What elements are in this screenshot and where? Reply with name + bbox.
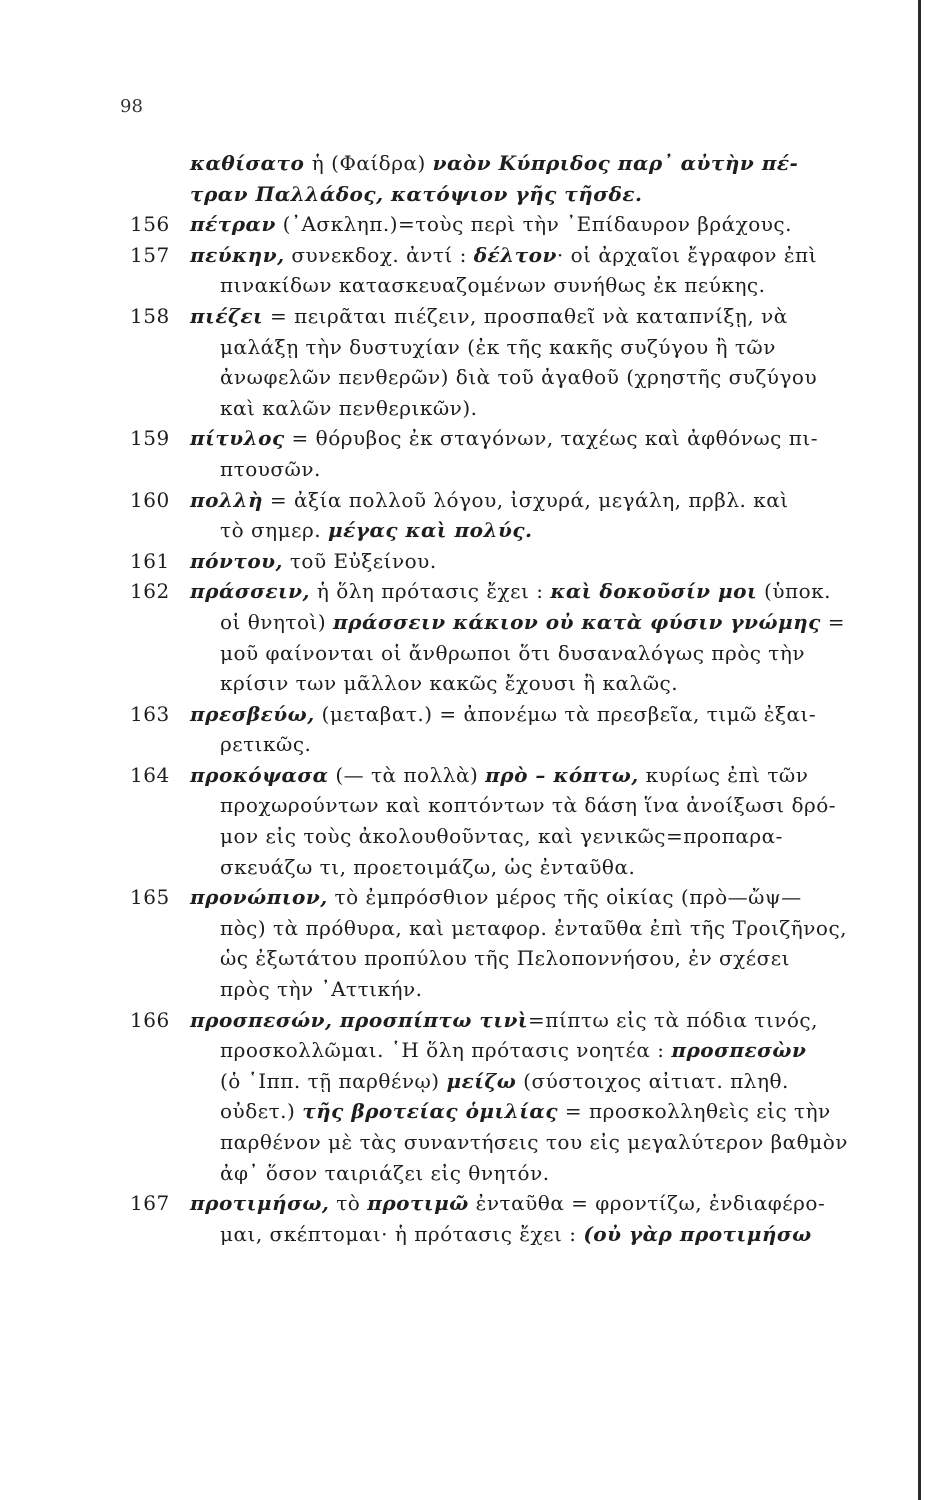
text-line	[130, 1096, 890, 1127]
lemma-text: τῆς βροτείας ὁμιλίας	[302, 1099, 558, 1124]
note-number: 164	[130, 762, 170, 787]
text-line	[130, 821, 890, 852]
note-number: 161	[130, 548, 170, 573]
text-line	[130, 1066, 890, 1097]
lemma-text: προσπεσών, προσπίπτω τινὶ	[190, 1007, 529, 1032]
gloss-text: πρὸς τὴν ᾽Αττικήν.	[220, 977, 423, 1002]
text-line	[130, 332, 890, 363]
gloss-text: =πίπτω εἰς τὰ πόδια τινός,	[528, 1007, 818, 1032]
gloss-text: οὐδετ.)	[220, 1099, 303, 1124]
text-line	[130, 515, 890, 546]
lemma-text: μέγας καὶ πολύς.	[327, 518, 533, 543]
lemma-text: τραν Παλλάδος, κατόψιον γῆς τῆσδε.	[190, 181, 643, 206]
gloss-text: (— τὰ πολλὰ)	[328, 762, 486, 787]
note-number: 162	[130, 579, 170, 604]
text-line	[130, 454, 890, 485]
text-line	[130, 1127, 890, 1158]
gloss-text: ἀνωφελῶν πενθερῶν) διὰ τοῦ ἀγαθοῦ (χρηστῆς συζύγου	[220, 365, 818, 390]
note-entry-line	[130, 699, 890, 730]
note-number: 158	[130, 303, 170, 328]
gloss-text: προχωρούντων καὶ κοπτόντων τὰ δάση ἵνα ἀνοίξωσι δρό-	[220, 793, 837, 818]
lemma-text: προτιμήσω,	[190, 1191, 330, 1216]
gloss-text: πινακίδων κατασκευαζομένων συνήθως ἐκ πεύκης.	[220, 273, 766, 298]
note-entry-line	[130, 301, 890, 332]
gloss-text: μαι, σκέπτομαι· ἡ πρότασις ἔχει :	[220, 1221, 584, 1246]
lemma-text: καὶ δοκοῦσίν μοι	[550, 579, 758, 604]
note-entry-line	[130, 760, 890, 791]
text-line	[130, 179, 890, 210]
lemma-text: προκόψασα	[190, 762, 329, 787]
lemma-text: πρὸ – κόπτω,	[485, 762, 639, 787]
lemma-text: προτιμῶ	[367, 1191, 469, 1216]
lemma-text: μείζω	[446, 1068, 517, 1093]
gloss-text: ἡ ὅλη πρότασις ἔχει :	[310, 579, 551, 604]
gloss-text: ἀφ᾽ ὅσον ταιριάζει εἰς θνητόν.	[220, 1160, 550, 1185]
note-number: 156	[130, 212, 170, 237]
note-entry-line	[130, 546, 890, 577]
gloss-text: μον εἰς τοὺς ἀκολουθοῦντας, καὶ γενικῶς=προπαρα-	[220, 824, 783, 849]
note-number: 166	[130, 1007, 170, 1032]
lemma-text: πεύκην,	[190, 242, 285, 267]
lemma-text: πόντου,	[190, 548, 283, 573]
note-number: 165	[130, 885, 170, 910]
gloss-text: κρίσιν των μᾶλλον κακῶς ἔχουσι ἢ καλῶς.	[220, 671, 679, 696]
note-entry-line	[130, 485, 890, 516]
text-line	[130, 362, 890, 393]
lemma-text: καθίσατο	[190, 151, 312, 175]
text-line	[130, 148, 890, 179]
text-line	[130, 943, 890, 974]
lemma-text: (οὐ γὰρ προτιμήσω	[583, 1221, 812, 1246]
gloss-text: οἱ θνητοὶ)	[220, 609, 334, 634]
note-number: 157	[130, 242, 170, 267]
text-line	[130, 1035, 890, 1066]
gloss-text: =	[820, 609, 845, 634]
note-number: 167	[130, 1191, 170, 1216]
lemma-text: πολλὴ	[190, 487, 264, 512]
gloss-text: (μεταβατ.) = ἀπονέμω τὰ πρεσβεῖα, τιμῶ ἐξαι-	[314, 701, 817, 726]
text-line	[130, 270, 890, 301]
gloss-text: παρθένον μὲ τὰς συναντήσεις του εἰς μεγαλύτερον βαθμὸν	[220, 1130, 848, 1154]
lemma-text: πρεσβεύω,	[190, 701, 315, 726]
note-number: 160	[130, 487, 170, 512]
gloss-text: = προσκολληθεὶς εἰς τὴν	[558, 1099, 831, 1124]
note-number: 159	[130, 426, 170, 451]
note-entry-line	[130, 423, 890, 454]
gloss-text: ρετικῶς.	[220, 732, 312, 757]
page-number: 98	[120, 96, 143, 117]
note-entry-line	[130, 1005, 890, 1036]
text-line	[130, 668, 890, 699]
note-entry-line	[130, 1188, 890, 1219]
text-line	[130, 638, 890, 669]
lemma-text: προσπεσὼν	[671, 1038, 807, 1063]
gloss-text: = ἀξία πολλοῦ λόγου, ἰσχυρά, μεγάλη, πρβλ. καὶ	[263, 487, 789, 512]
note-entry-line	[130, 209, 890, 240]
page-edge	[918, 0, 921, 1500]
note-number: 163	[130, 701, 170, 726]
lemma-text: πίτυλος	[190, 426, 285, 451]
gloss-text: (σύστοιχος αἰτιατ. πληθ.	[516, 1068, 789, 1093]
gloss-text: = πειρᾶται πιέζειν, προσπαθεῖ νὰ καταπνίξῃ, νὰ	[263, 303, 788, 328]
gloss-text: ἐνταῦθα = φροντίζω, ἐνδιαφέρο-	[468, 1191, 826, 1216]
lemma-text: πράσσειν κάκιον οὐ κατὰ φύσιν γνώμης	[333, 609, 821, 634]
note-entry-line	[130, 882, 890, 913]
lemma-text: πιέζει	[190, 303, 264, 328]
text-line	[130, 974, 890, 1005]
lemma-text: δέλτον	[473, 242, 557, 267]
gloss-text: κυρίως ἐπὶ τῶν	[638, 762, 809, 787]
lemma-text: πέτραν	[190, 212, 276, 237]
text-line	[130, 1158, 890, 1189]
gloss-text: τὸ ἐμπρόσθιον μέρος τῆς οἰκίας (πρὸ—ὤψ—	[327, 885, 802, 910]
lemma-text: ναὸν Κύπριδος παρ᾽ αὐτὴν πέ-	[432, 151, 799, 175]
text-line	[130, 729, 890, 760]
text-line	[130, 1219, 890, 1250]
text-line	[130, 393, 890, 424]
gloss-text: μοῦ φαίνονται οἱ ἄνθρωποι ὅτι δυσαναλόγως πρὸς τὴν	[220, 640, 805, 665]
gloss-text: συνεκδοχ. ἀντί :	[284, 242, 474, 267]
commentary-text	[130, 148, 890, 1249]
gloss-text: = θόρυβος ἐκ σταγόνων, ταχέως καὶ ἀφθόνως πι-	[284, 426, 818, 451]
gloss-text: καὶ καλῶν πενθερικῶν).	[220, 395, 478, 420]
text-line	[130, 913, 890, 944]
gloss-text: πτουσῶν.	[220, 456, 321, 481]
text-line	[130, 790, 890, 821]
gloss-text: τὸ σημερ.	[220, 518, 328, 543]
gloss-text: σκευάζω τι, προετοιμάζω, ὡς ἐνταῦθα.	[220, 854, 636, 879]
note-entry-line	[130, 240, 890, 271]
gloss-text: ὡς ἐξωτάτου προπύλου τῆς Πελοποννήσου, ἐν σχέσει	[220, 946, 791, 971]
gloss-text: μαλάξῃ τὴν δυστυχίαν (ἐκ τῆς κακῆς συζύγου ἢ τῶν	[220, 334, 776, 359]
gloss-text: · οἱ ἀρχαῖοι ἔγραφον ἐπὶ	[556, 242, 818, 267]
gloss-text: (ὑποκ.	[757, 579, 832, 604]
gloss-text: προσκολλῶμαι. ῾Η ὅλη πρότασις νοητέα :	[220, 1038, 672, 1063]
text-line	[130, 607, 890, 638]
gloss-text: (ὁ ῾Ιππ. τῇ παρθένῳ)	[220, 1068, 447, 1093]
lemma-text: προνώπιον,	[190, 885, 328, 910]
note-entry-line	[130, 576, 890, 607]
text-line	[130, 852, 890, 883]
gloss-text: ἡ (Φαίδρα)	[311, 151, 433, 175]
gloss-text: πὸς) τὰ πρόθυρα, καὶ μεταφορ. ἐνταῦθα ἐπὶ τῆς Τροιζῆνος,	[220, 915, 848, 940]
gloss-text: (᾽Ασκληπ.)=τοὺς περὶ τὴν ᾽Επίδαυρον βράχους.	[275, 212, 792, 237]
gloss-text: τὸ	[329, 1191, 368, 1216]
lemma-text: πράσσειν,	[190, 579, 310, 604]
gloss-text: τοῦ Εὐξείνου.	[283, 548, 437, 573]
